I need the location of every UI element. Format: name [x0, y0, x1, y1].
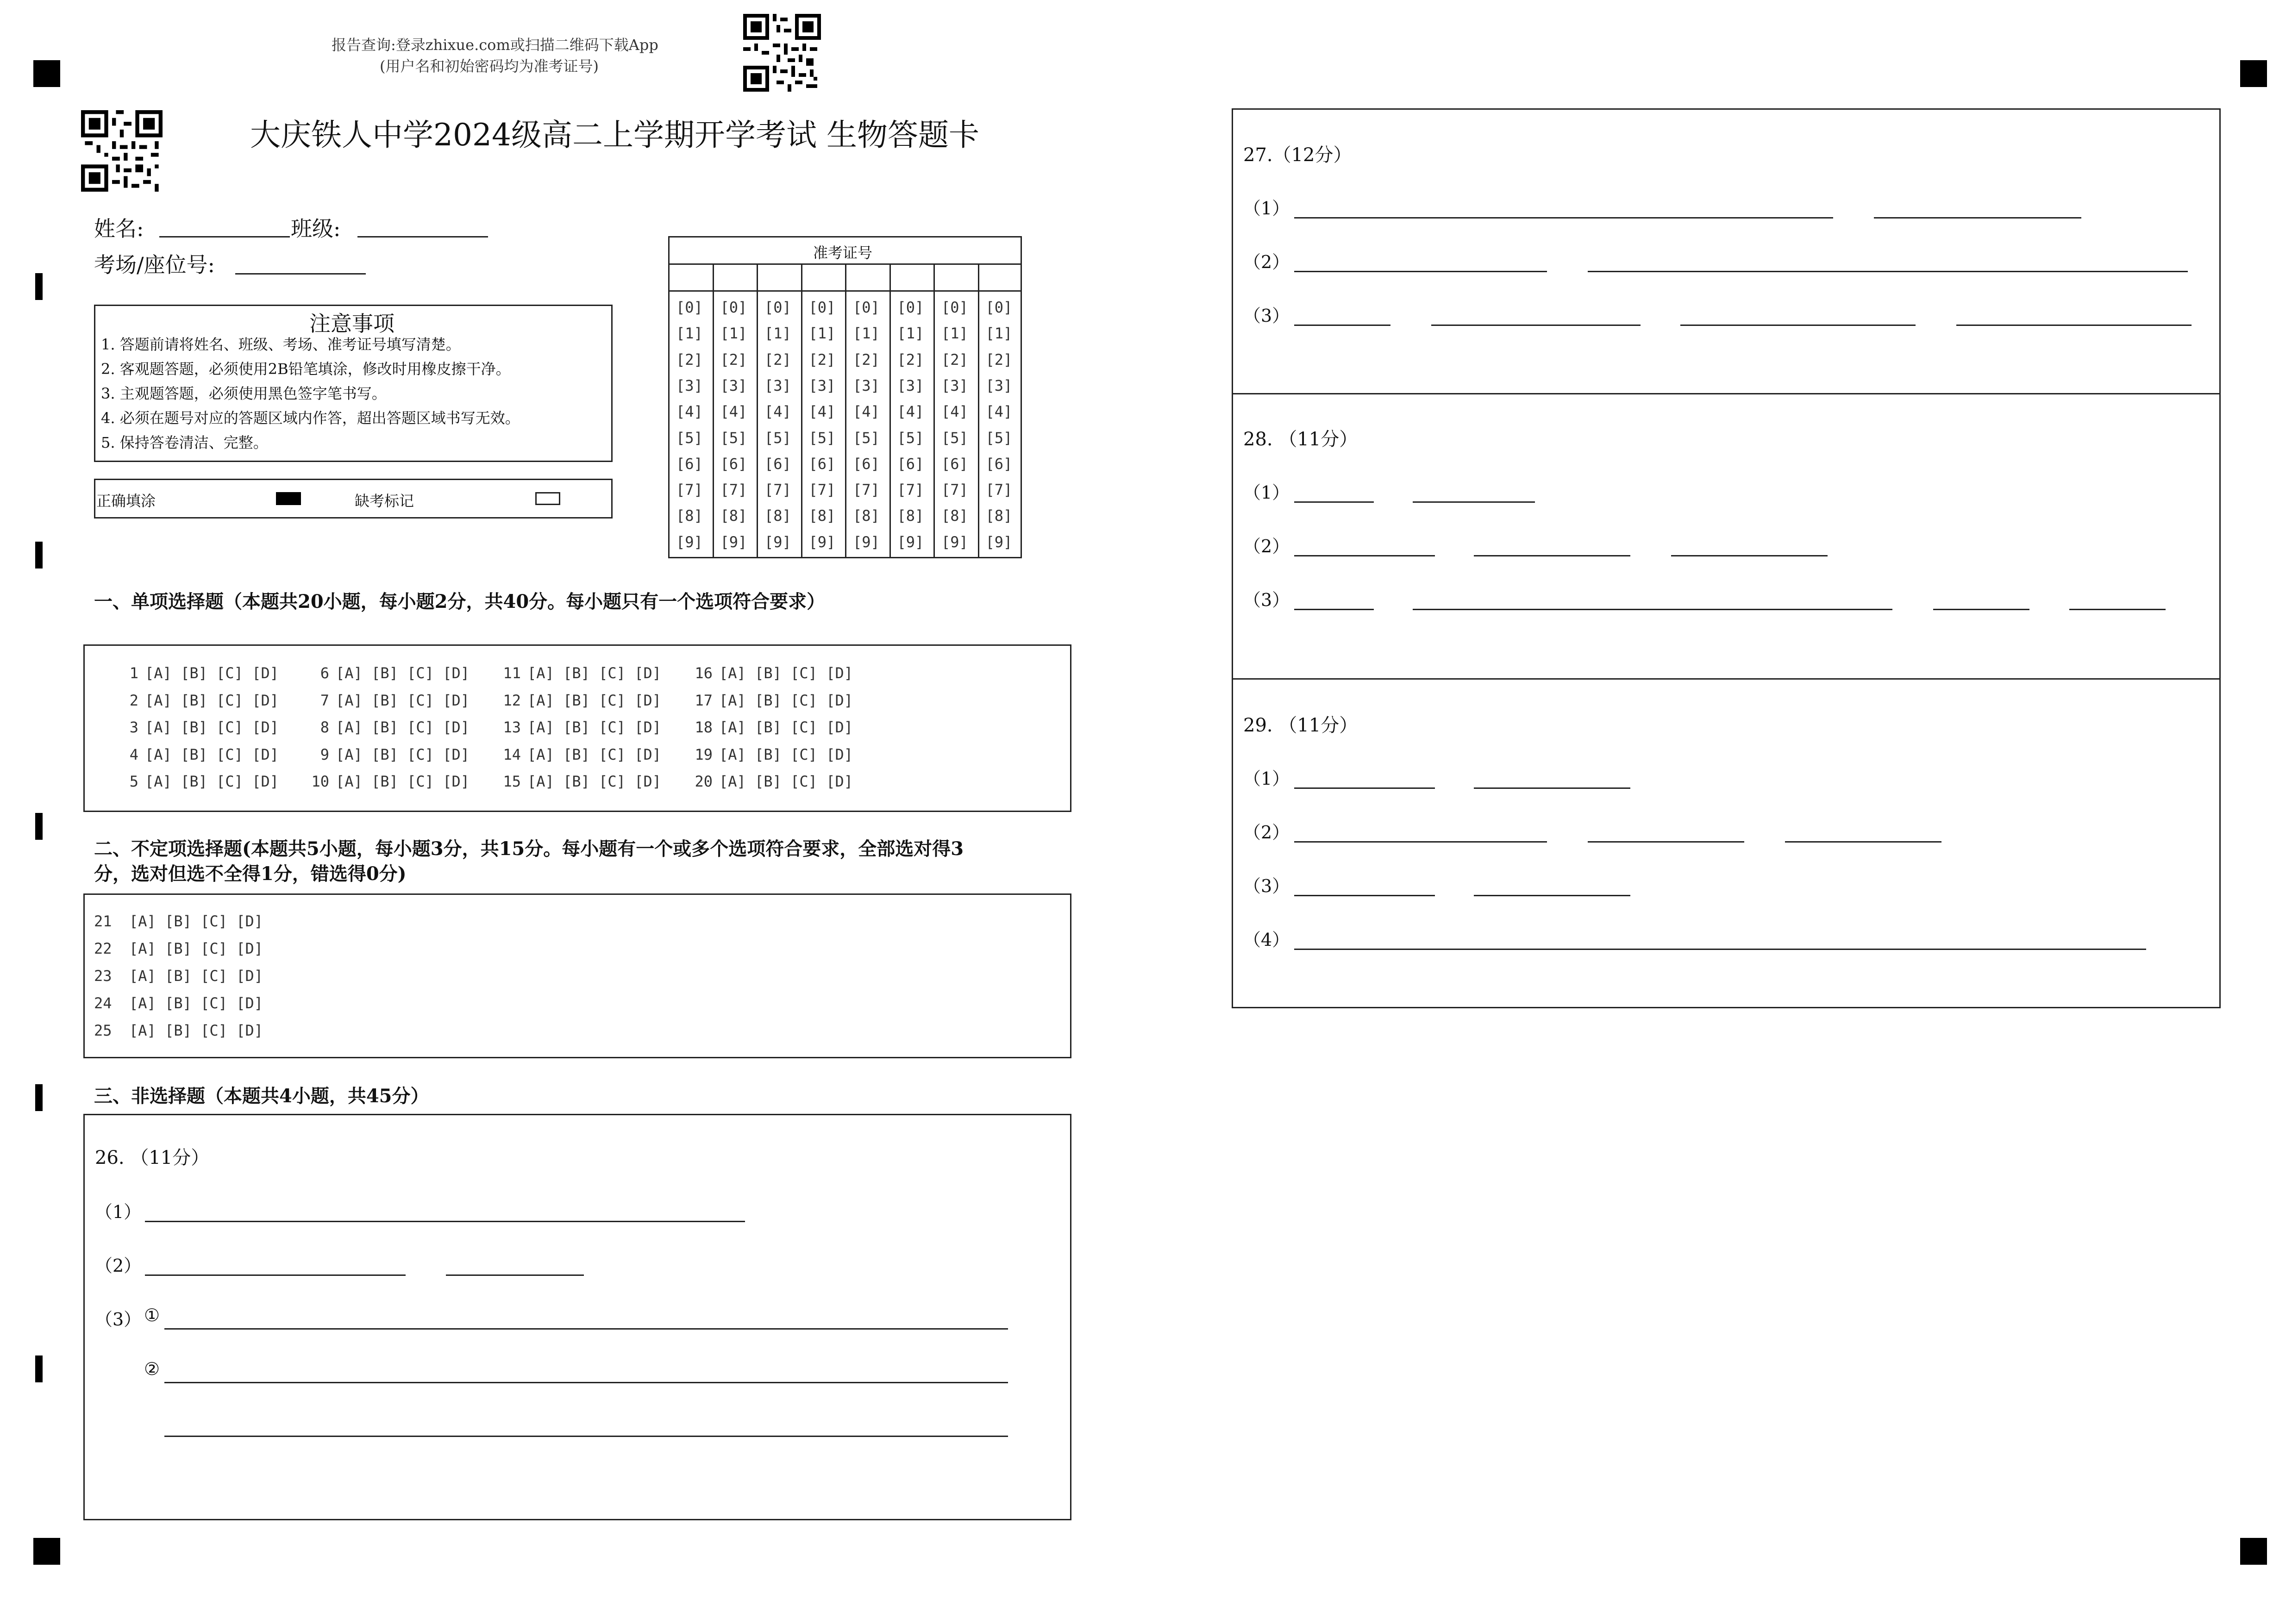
section2-title-line2: 分，选对但选不全得1分，错选得0分) [94, 863, 407, 885]
q27-title: 27.（12分） [1243, 144, 1352, 166]
question-number: 13 [503, 718, 521, 736]
section2-answer-box [83, 893, 1071, 1058]
exam-id-digit-bubble[interactable]: [9] [764, 533, 791, 551]
question-number: 2 [129, 691, 138, 709]
q28-part3-answer-line[interactable] [2069, 609, 2166, 610]
q27-28-29-answer-box [1232, 108, 2221, 1008]
option-bubbles[interactable]: [A] [B] [C] [D] [719, 691, 853, 709]
section1-title: 一、单项选择题（本题共20小题，每小题2分，共40分。每小题只有一个选项符合要求） [94, 591, 826, 612]
choice-row[interactable] [94, 912, 263, 930]
exam-id-digit-bubble[interactable]: [9] [941, 533, 968, 551]
choice-row[interactable] [493, 718, 661, 736]
exam-id-digit-bubble[interactable]: [4] [853, 403, 880, 421]
q28-title: 28. （11分） [1243, 429, 1358, 450]
exam-id-digit-bubble[interactable]: [4] [720, 403, 747, 421]
exam-id-digit-bubble[interactable]: [4] [808, 403, 836, 421]
exam-id-digit-bubble[interactable]: [7] [985, 481, 1013, 499]
question-number: 8 [320, 718, 329, 736]
exam-id-column [802, 263, 847, 557]
fill-legend [94, 479, 613, 518]
exam-id-digit-bubble[interactable]: [2] [985, 350, 1013, 369]
exam-id-title: 准考证号 [813, 244, 873, 262]
option-bubbles[interactable]: [A] [B] [C] [D] [129, 940, 263, 957]
choice-row[interactable] [685, 718, 853, 736]
exam-id-digit-bubble[interactable]: [8] [720, 507, 747, 525]
exam-id-digit-bubble[interactable]: [0] [764, 299, 791, 316]
exam-id-digit-bubble[interactable]: [1] [941, 325, 968, 343]
choice-row[interactable] [493, 773, 661, 790]
corner-mark-bottom-left [33, 1538, 60, 1565]
exam-id-digit-bubble[interactable]: [3] [985, 376, 1013, 394]
option-bubbles[interactable]: [A] [B] [C] [D] [336, 664, 470, 682]
exam-id-digit-input[interactable] [846, 263, 889, 290]
question-number: 22 [94, 940, 112, 957]
question-number: 14 [503, 745, 521, 763]
exam-id-digit-bubble[interactable]: [6] [853, 455, 880, 473]
question-number: 12 [503, 691, 521, 709]
exam-id-digit-bubble[interactable]: [4] [941, 403, 968, 421]
timing-mark [35, 1355, 43, 1382]
q29-title: 29. （11分） [1243, 715, 1358, 736]
exam-id-digit-bubble[interactable]: [9] [808, 533, 836, 551]
exam-id-digit-bubble[interactable]: [4] [676, 403, 703, 421]
q28-part3-label: （3） [1243, 590, 1290, 610]
choice-row[interactable] [94, 967, 263, 985]
q28-part3-answer-line[interactable] [1413, 609, 1892, 610]
exam-id-digit-bubble[interactable]: [8] [941, 507, 968, 525]
exam-id-digit-bubble[interactable]: [3] [808, 376, 836, 394]
notice-item: 1. 答题前请将姓名、班级、考场、准考证号填写清楚。 [101, 336, 461, 353]
exam-id-digit-bubble[interactable]: [9] [985, 533, 1013, 551]
exam-id-column [891, 263, 935, 557]
q29-part1-answer-line[interactable] [1294, 787, 1435, 789]
q27-part2-answer-line[interactable] [1294, 271, 1547, 272]
choice-row[interactable] [94, 1022, 263, 1039]
choice-row[interactable] [685, 692, 853, 709]
timing-mark [35, 273, 43, 300]
exam-id-digit-bubble[interactable]: [8] [676, 507, 703, 525]
exam-id-digit-bubble[interactable]: [3] [676, 376, 703, 394]
q26-part2-answer-line[interactable] [446, 1274, 584, 1276]
notice-item: 3. 主观题答题，必须使用黑色签字笔书写。 [101, 385, 387, 402]
q26-part3-circle1: ① [144, 1305, 160, 1325]
exam-id-digit-input[interactable] [714, 263, 757, 290]
exam-id-digit-bubble[interactable]: [6] [808, 455, 836, 473]
question-number: 17 [695, 691, 713, 709]
option-bubbles[interactable]: [A] [B] [C] [D] [129, 912, 263, 930]
q26-part3-answer-line[interactable] [164, 1382, 1008, 1383]
exam-id-digit-bubble[interactable]: [3] [897, 376, 924, 394]
exam-id-digit-bubble[interactable]: [2] [808, 350, 836, 369]
timing-mark [35, 813, 43, 840]
q29-part3-answer-line[interactable] [1294, 895, 1435, 896]
q26-part3-answer-line[interactable] [164, 1328, 1008, 1330]
exam-id-digit-bubble[interactable]: [3] [941, 376, 968, 394]
choice-row[interactable] [111, 692, 279, 709]
exam-id-digit-bubble[interactable]: [1] [853, 325, 880, 343]
choice-row[interactable] [94, 994, 263, 1012]
q29-part1-answer-line[interactable] [1474, 787, 1630, 789]
option-bubbles[interactable]: [A] [B] [C] [D] [145, 691, 279, 709]
exam-id-digit-bubble[interactable]: [3] [853, 376, 880, 394]
exam-id-digit-bubble[interactable]: [5] [808, 429, 836, 447]
q28-part2-answer-line[interactable] [1474, 555, 1630, 556]
exam-id-digit-bubble[interactable]: [7] [853, 481, 880, 499]
question-number: 23 [94, 967, 112, 985]
choice-row[interactable] [111, 664, 279, 682]
exam-id-digit-bubble[interactable]: [5] [941, 429, 968, 447]
exam-id-digit-bubble[interactable]: [8] [764, 507, 791, 525]
exam-id-digit-bubble[interactable]: [2] [941, 350, 968, 369]
exam-id-digit-input[interactable] [758, 263, 801, 290]
notice-item: 5. 保持答卷清洁、完整。 [101, 434, 268, 451]
exam-id-digit-bubble[interactable]: [5] [764, 429, 791, 447]
section2-title-line1: 二、不定项选择题(本题共5小题，每小题3分，共15分。每小题有一个或多个选项符合要求，全部选对得3 [94, 838, 964, 860]
question-number: 10 [311, 773, 329, 790]
q28-part1-answer-line[interactable] [1294, 501, 1374, 503]
question-number: 15 [503, 773, 521, 790]
exam-id-digit-bubble[interactable]: [9] [897, 533, 924, 551]
qr-code-left [81, 110, 163, 192]
question-number: 9 [320, 745, 329, 763]
choice-row[interactable] [493, 746, 661, 763]
q27-q28-divider [1233, 393, 2219, 394]
q28-q29-divider [1233, 678, 2219, 680]
exam-id-digit-bubble[interactable]: [2] [853, 350, 880, 369]
exam-id-digit-bubble[interactable]: [7] [897, 481, 924, 499]
absent-mark-box[interactable] [535, 492, 560, 505]
qr-code-top [743, 14, 821, 92]
timing-mark [35, 1084, 43, 1111]
choice-row[interactable] [493, 692, 661, 709]
option-bubbles[interactable]: [A] [B] [C] [D] [527, 718, 661, 736]
choice-row[interactable] [111, 746, 279, 763]
q28-part1-answer-line[interactable] [1413, 501, 1535, 503]
q27-part1-answer-line[interactable] [1294, 217, 1833, 219]
notice-box [94, 305, 613, 462]
exam-id-digit-bubble[interactable]: [6] [720, 455, 747, 473]
absent-mark-label: 缺考标记 [355, 492, 414, 510]
question-number: 7 [320, 691, 329, 709]
option-bubbles[interactable]: [A] [B] [C] [D] [527, 773, 661, 790]
exam-id-digit-bubble[interactable]: [1] [676, 325, 703, 343]
option-bubbles[interactable]: [A] [B] [C] [D] [527, 691, 661, 709]
q28-part2-label: （2） [1243, 536, 1290, 556]
exam-id-digit-bubble[interactable]: [4] [764, 403, 791, 421]
q26-part3-answer-line[interactable] [164, 1436, 1008, 1437]
question-number: 11 [503, 664, 521, 682]
choice-row[interactable] [94, 940, 263, 957]
question-number: 4 [129, 745, 138, 763]
exam-id-digit-input[interactable] [935, 263, 978, 290]
question-number: 20 [695, 773, 713, 790]
exam-id-digit-bubble[interactable]: [5] [897, 429, 924, 447]
exam-id-digit-bubble[interactable]: [5] [985, 429, 1013, 447]
exam-id-digit-bubble[interactable]: [0] [941, 299, 968, 316]
q26-part1-label: （1） [95, 1202, 142, 1222]
question-number: 25 [94, 1022, 112, 1039]
question-number: 1 [129, 664, 138, 682]
exam-id-digit-bubble[interactable]: [5] [853, 429, 880, 447]
question-number: 21 [94, 912, 112, 930]
question-number: 3 [129, 718, 138, 736]
choice-row[interactable] [493, 664, 661, 682]
question-number: 6 [320, 664, 329, 682]
choice-row[interactable] [685, 664, 853, 682]
seat-label: 考场/座位号: [94, 252, 215, 277]
section1-answer-box [83, 644, 1071, 812]
choice-row[interactable] [301, 664, 470, 682]
q29-part2-label: （2） [1243, 822, 1290, 843]
timing-mark [35, 542, 43, 568]
q27-part3-answer-line[interactable] [1680, 325, 1916, 326]
q27-part3-answer-line[interactable] [1294, 325, 1390, 326]
exam-id-digit-bubble[interactable]: [3] [764, 376, 791, 394]
option-bubbles[interactable]: [A] [B] [C] [D] [129, 967, 263, 985]
choice-row[interactable] [111, 718, 279, 736]
exam-id-digit-bubble[interactable]: [2] [720, 350, 747, 369]
name-label: 姓名: [94, 216, 144, 241]
corner-mark-top-left [33, 60, 60, 87]
question-number: 18 [695, 718, 713, 736]
exam-id-digit-input[interactable] [891, 263, 934, 290]
exam-id-digit-bubble[interactable]: [7] [676, 481, 703, 499]
q29-part1-label: （1） [1243, 768, 1290, 789]
exam-id-digit-bubble[interactable]: [1] [897, 325, 924, 343]
q26-part3-label: （3） [95, 1309, 142, 1330]
q26-part2-answer-line[interactable] [145, 1274, 406, 1276]
q28-part2-answer-line[interactable] [1294, 555, 1435, 556]
correct-fill-sample [276, 492, 301, 505]
section3-title: 三、非选择题（本题共4小题，共45分） [94, 1085, 429, 1107]
exam-id-digit-bubble[interactable]: [2] [676, 350, 703, 369]
exam-id-digit-bubble[interactable]: [6] [676, 455, 703, 473]
exam-id-column [758, 263, 802, 557]
exam-id-digit-bubble[interactable]: [2] [897, 350, 924, 369]
exam-id-digit-bubble[interactable]: [4] [985, 403, 1013, 421]
exam-id-digit-bubble[interactable]: [4] [897, 403, 924, 421]
exam-id-digit-bubble[interactable]: [0] [853, 299, 880, 316]
q29-part4-label: （4） [1243, 930, 1290, 950]
exam-id-digit-bubble[interactable]: [6] [985, 455, 1013, 473]
exam-id-digit-bubble[interactable]: [8] [808, 507, 836, 525]
option-bubbles[interactable]: [A] [B] [C] [D] [336, 691, 470, 709]
question-number: 24 [94, 994, 112, 1012]
choice-row[interactable] [301, 773, 470, 790]
option-bubbles[interactable]: [A] [B] [C] [D] [719, 773, 853, 790]
choice-row[interactable] [685, 746, 853, 763]
exam-id-digit-bubble[interactable]: [6] [941, 455, 968, 473]
option-bubbles[interactable]: [A] [B] [C] [D] [129, 1022, 263, 1039]
exam-id-digit-bubble[interactable]: [7] [808, 481, 836, 499]
q27-part1-answer-line[interactable] [1874, 217, 2081, 219]
option-bubbles[interactable]: [A] [B] [C] [D] [336, 718, 470, 736]
account-hint-text: (用户名和初始密码均为准考证号) [380, 57, 599, 75]
exam-id-digit-bubble[interactable]: [1] [808, 325, 836, 343]
exam-id-digit-bubble[interactable]: [7] [941, 481, 968, 499]
exam-id-digit-bubble[interactable]: [3] [720, 376, 747, 394]
exam-id-digit-bubble[interactable]: [9] [853, 533, 880, 551]
exam-id-digit-bubble[interactable]: [9] [720, 533, 747, 551]
exam-id-column [670, 263, 714, 557]
notice-item: 2. 客观题答题，必须使用2B铅笔填涂，修改时用橡皮擦干净。 [101, 360, 511, 378]
option-bubbles[interactable]: [A] [B] [C] [D] [336, 745, 470, 763]
q27-part3-answer-line[interactable] [1956, 325, 2192, 326]
option-bubbles[interactable]: [A] [B] [C] [D] [145, 745, 279, 763]
exam-id-column [714, 263, 758, 557]
q26-part1-answer-line[interactable] [145, 1221, 745, 1222]
correct-fill-label: 正确填涂 [96, 492, 156, 510]
q26-title: 26. （11分） [95, 1147, 210, 1168]
seat-field[interactable] [235, 273, 366, 275]
q29-part3-answer-line[interactable] [1474, 895, 1630, 896]
exam-id-digit-bubble[interactable]: [8] [985, 507, 1013, 525]
q29-part3-label: （3） [1243, 876, 1290, 896]
option-bubbles[interactable]: [A] [B] [C] [D] [719, 664, 853, 682]
option-bubbles[interactable]: [A] [B] [C] [D] [145, 773, 279, 790]
notice-title: 注意事项 [309, 311, 395, 336]
exam-id-digit-bubble[interactable]: [1] [764, 325, 791, 343]
q26-part3-circle2: ② [144, 1359, 160, 1379]
exam-id-digit-bubble[interactable]: [0] [897, 299, 924, 316]
q27-part1-label: （1） [1243, 198, 1290, 219]
q27-part3-label: （3） [1243, 306, 1290, 326]
exam-id-digit-bubble[interactable]: [7] [764, 481, 791, 499]
exam-id-column [979, 263, 1024, 557]
choice-row[interactable] [301, 692, 470, 709]
exam-id-column [935, 263, 979, 557]
exam-id-digit-input[interactable] [979, 263, 1024, 290]
question-number: 5 [129, 773, 138, 790]
question-number: 19 [695, 745, 713, 763]
corner-mark-top-right [2240, 60, 2267, 87]
exam-id-digit-bubble[interactable]: [9] [676, 533, 703, 551]
q27-part3-answer-line[interactable] [1431, 325, 1641, 326]
choice-row[interactable] [111, 773, 279, 790]
option-bubbles[interactable]: [A] [B] [C] [D] [129, 994, 263, 1012]
exam-id-digit-bubble[interactable]: [0] [985, 299, 1013, 316]
option-bubbles[interactable]: [A] [B] [C] [D] [719, 718, 853, 736]
notice-item: 4. 必须在题号对应的答题区域内作答，超出答题区域书写无效。 [101, 409, 520, 427]
q28-part3-answer-line[interactable] [1294, 609, 1374, 610]
choice-row[interactable] [301, 718, 470, 736]
exam-id-digit-bubble[interactable]: [1] [720, 325, 747, 343]
report-query-text: 报告查询:登录zhixue.com或扫描二维码下载App [332, 36, 658, 54]
exam-id-digit-input[interactable] [802, 263, 845, 290]
option-bubbles[interactable]: [A] [B] [C] [D] [527, 745, 661, 763]
option-bubbles[interactable]: [A] [B] [C] [D] [145, 718, 279, 736]
question-number: 16 [695, 664, 713, 682]
q28-part1-label: （1） [1243, 482, 1290, 503]
exam-id-digit-bubble[interactable]: [6] [897, 455, 924, 473]
exam-id-column [846, 263, 891, 557]
exam-id-grid [668, 236, 1022, 558]
q28-part3-answer-line[interactable] [1933, 609, 2029, 610]
exam-id-digit-bubble[interactable]: [0] [808, 299, 836, 316]
q28-part2-answer-line[interactable] [1671, 555, 1828, 556]
exam-id-digit-input[interactable] [670, 263, 713, 290]
class-label: 班级: [291, 216, 341, 241]
choice-row[interactable] [685, 773, 853, 790]
exam-id-digit-bubble[interactable]: [2] [764, 350, 791, 369]
class-field[interactable] [357, 236, 488, 237]
name-field[interactable] [159, 236, 290, 237]
option-bubbles[interactable]: [A] [B] [C] [D] [719, 745, 853, 763]
option-bubbles[interactable]: [A] [B] [C] [D] [145, 664, 279, 682]
exam-id-digit-bubble[interactable]: [8] [853, 507, 880, 525]
exam-id-digit-bubble[interactable]: [5] [720, 429, 747, 447]
exam-id-digit-bubble[interactable]: [5] [676, 429, 703, 447]
option-bubbles[interactable]: [A] [B] [C] [D] [527, 664, 661, 682]
q29-part4-answer-line[interactable] [1294, 949, 2146, 950]
page-title: 大庆铁人中学2024级高二上学期开学考试 生物答题卡 [250, 117, 979, 153]
exam-id-digit-bubble[interactable]: [0] [720, 299, 747, 316]
option-bubbles[interactable]: [A] [B] [C] [D] [336, 773, 470, 790]
q26-answer-box [83, 1114, 1071, 1520]
exam-id-digit-bubble[interactable]: [6] [764, 455, 791, 473]
q27-part2-label: （2） [1243, 252, 1290, 272]
corner-mark-bottom-right [2240, 1538, 2267, 1565]
exam-id-digit-bubble[interactable]: [1] [985, 325, 1013, 343]
q29-part2-answer-line[interactable] [1785, 841, 1941, 843]
q29-part2-answer-line[interactable] [1294, 841, 1547, 843]
exam-id-digit-bubble[interactable]: [7] [720, 481, 747, 499]
q29-part2-answer-line[interactable] [1588, 841, 1744, 843]
exam-id-digit-bubble[interactable]: [8] [897, 507, 924, 525]
q26-part2-label: （2） [95, 1255, 142, 1276]
choice-row[interactable] [301, 746, 470, 763]
q27-part2-answer-line[interactable] [1588, 271, 2188, 272]
exam-id-digit-bubble[interactable]: [0] [676, 299, 703, 316]
